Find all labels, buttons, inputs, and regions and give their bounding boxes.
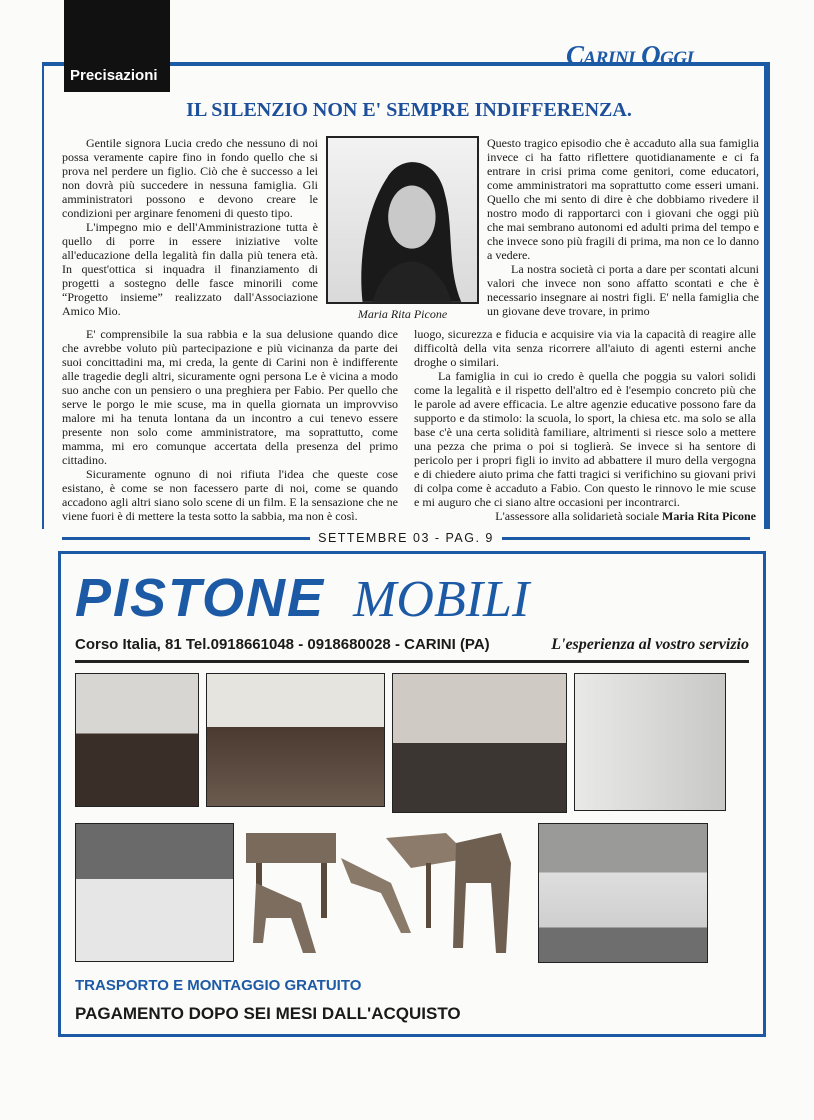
author-photo bbox=[326, 136, 479, 304]
wardrobe-photo bbox=[574, 673, 726, 811]
ad-payment-terms: PAGAMENTO DOPO SEI MESI DALL'ACQUISTO bbox=[75, 1004, 461, 1023]
footer-rule-right bbox=[502, 537, 750, 540]
kitchen-photo bbox=[392, 673, 567, 813]
sofa-photo bbox=[538, 823, 708, 963]
photo-block bbox=[326, 136, 479, 321]
section-tab bbox=[64, 0, 170, 92]
ad-brand-logo: PISTONE bbox=[75, 568, 326, 628]
ad-free-delivery: TRASPORTO E MONTAGGIO GRATUITO bbox=[75, 977, 362, 994]
ad-contact-row bbox=[75, 636, 749, 654]
ad-brand-row bbox=[75, 566, 749, 632]
garden-furniture-image bbox=[241, 823, 531, 963]
page-footer: SETTEMBRE 03 - PAG. 9 bbox=[318, 531, 494, 545]
article-left-lower bbox=[62, 327, 398, 523]
article-left-column bbox=[62, 136, 318, 318]
portrait-image bbox=[328, 138, 477, 302]
paragraph: E' comprensibile la sua rabbia e la sua delusione quando dice che avrebbe voluto più partecipazione e più vicinanza da parte dei suoi concittadini ma, mi creda, la gente di Carini non è indifferente alle tragedie degli altri, sicuramente ogni persona Le è vicina a modo suo anche con un pensiero o una preghiera per Fabio. Per quello che serve le porgo le mie scuse, ma in quella giornata un improvviso malore mi ha tenuta lontana da un incontro a cui tenevo essere presente non solo come amministratore, ma soprattutto, come mamma, mi ero comunque accertata della presenza del primo cittadino. bbox=[62, 327, 398, 467]
paragraph: Sicuramente ognuno di noi rifiuta l'idea che queste cose esistano, è come se non facessero parte di noi, come se quando accadono agli altri siano solo scene di un film. E la sensazione che ne viene fuori è di mettere la testa sotto la sabbia, ma non è così. bbox=[62, 467, 398, 523]
article-upper-row bbox=[62, 136, 759, 321]
signature-role: L'assessore alla solidarietà sociale bbox=[495, 509, 660, 523]
article-frame bbox=[42, 62, 770, 529]
paragraph: Questo tragico episodio che è accaduto alla sua famiglia invece ci ha fatto riflettere quotidianamente e ci fa entrare in crisi prima come genitori, come educatori, come amministratori ma soprattutto come esseri umani. Quello che mi sento di dire è che dobbiamo rivedere il nostro modo di rapportarci con i giovani che oggi più che mai sembrano autonomi ed adulti prima del tempo e che invece sono più fragili di prima, ma non ce lo danno a vedere. bbox=[487, 136, 759, 262]
magazine-logo: Carini Oggi bbox=[566, 40, 694, 70]
article-title: IL SILENZIO NON E' SEMPRE INDIFFERENZA. bbox=[186, 99, 632, 121]
ad-divider bbox=[75, 660, 749, 663]
page-footer-row bbox=[42, 529, 770, 545]
bedroom-photo bbox=[75, 673, 199, 807]
advertisement-frame bbox=[58, 551, 766, 1037]
paragraph: La famiglia in cui io credo è quella che poggia su valori solidi come la legalità e il rispetto dell'altro ed è l'esempio concreto più che le parole ad avere efficacia. Le altre agenzie educative possono fare da supporto e da stimolo: la scuola, lo sport, la chiesa etc. ma solo se alla base c'è una certa solidità familiare, altrimenti si riesce solo a mettere una pezza che prima o poi si toglierà. Se invece si ha sentore di pericolo per i propri figli io invito ad abbattere il muro della vergogna e di chiedere aiuto prima che fatti tragici si verifichino su giovani privi di colpa come è accaduto a Fabio. Con questo le rinnovo le mie scuse e mi auguro che ci siano altre occasioni per incontrarci. bbox=[414, 369, 756, 509]
paragraph: luogo, sicurezza e fiducia e acquisire via via la capacità di reagire alle difficoltà della vita senza ricorrere all'aiuto di agenti esterni anche droghe o similari. bbox=[414, 327, 756, 369]
ad-bottom-row bbox=[75, 977, 749, 1024]
ad-address: Corso Italia, 81 Tel.0918661048 - 0918680028 - CARINI (PA) bbox=[75, 636, 490, 653]
ad-slogan: L'esperienza al vostro servizio bbox=[551, 636, 749, 653]
footer-rule-left bbox=[62, 537, 310, 540]
bed-linen-photo bbox=[75, 823, 234, 962]
article-right-lower bbox=[414, 327, 756, 523]
ad-brand-suffix: MOBILI bbox=[353, 571, 530, 628]
article-lower-row bbox=[62, 327, 756, 523]
article-right-column bbox=[487, 136, 759, 318]
dining-room-photo bbox=[206, 673, 385, 807]
ad-photo-row-2 bbox=[75, 823, 749, 963]
paragraph: Gentile signora Lucia credo che nessuno di noi possa veramente capire fino in fondo quello che si prova nel perdere un figlio. Ciò che è successo a lei non dovrà più succedere in nessuna famiglia. Gli amministratori possono e devono creare le condizioni per arginare fenomeni di questo tipo. bbox=[62, 136, 318, 220]
page-content bbox=[42, 62, 770, 1037]
ad-photo-row-1 bbox=[75, 673, 749, 813]
paragraph: L'impegno mio e dell'Amministrazione tutta è quello di porre in essere iniziative volte all'educazione della legalità fin dalla più tenera età. In quest'ottica si inquadra il finanziamento di progetti a sostegno delle fasce minorili come “Progetto insieme” realizzato dall'Associazione Amico Mio. bbox=[62, 220, 318, 318]
signature-name: Maria Rita Picone bbox=[662, 509, 756, 523]
section-tab-label: Precisazioni bbox=[70, 67, 158, 84]
paragraph: La nostra società ci porta a dare per scontati alcuni valori che invece non sono affatto scontati e che è necessario insegnare ai nostri figli. E' nella famiglia che un giovane deve trovare, in primo bbox=[487, 262, 759, 318]
photo-caption: Maria Rita Picone bbox=[357, 307, 448, 321]
